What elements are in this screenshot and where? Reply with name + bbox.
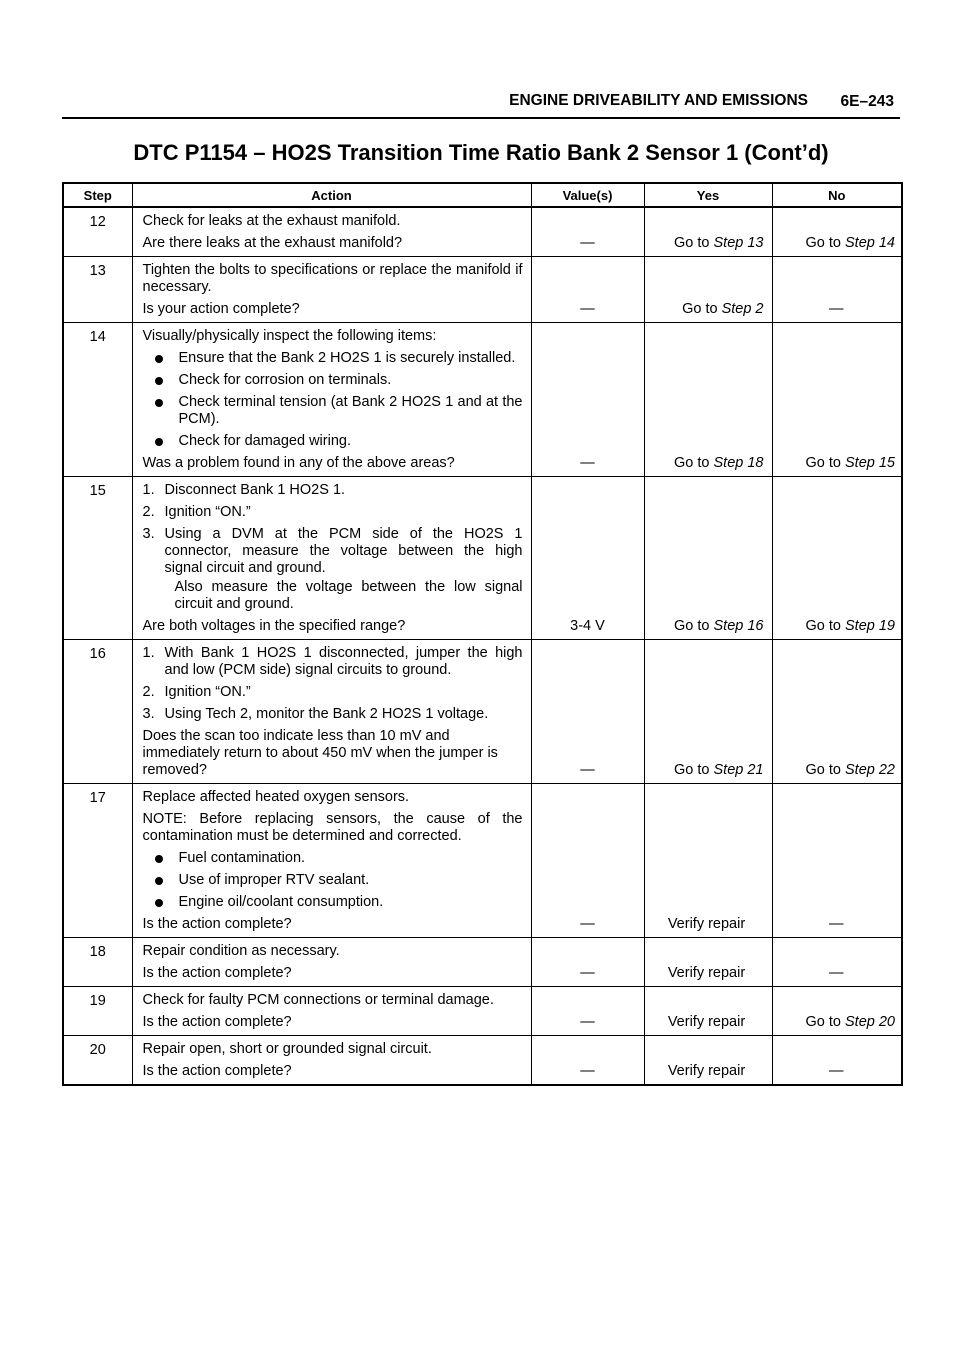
diagnostic-table — [62, 182, 903, 1086]
bullet-icon — [155, 355, 163, 363]
question-text: Is the action complete? — [142, 1063, 292, 1079]
yes-cell — [644, 987, 772, 1036]
value-cell: — — [531, 323, 644, 477]
question-text: Are there leaks at the exhaust manifold? — [142, 235, 403, 251]
bullet-text: Check for damaged wiring. — [178, 433, 351, 449]
yes-text: Verify repair — [667, 1014, 746, 1030]
instruction-text: Repair open, short or grounded signal circuit. — [142, 1041, 432, 1057]
action-cell — [132, 784, 531, 938]
no-cell — [772, 207, 902, 257]
bullet-item — [143, 372, 523, 389]
item-number: 2. — [142, 504, 155, 520]
numbered-item — [143, 504, 523, 521]
yes-text: Verify repair — [667, 916, 746, 932]
yes-step-link[interactable]: Step 2 — [721, 301, 764, 317]
indented-note: Also measure the voltage between the low signal circuit and ground. — [174, 579, 523, 612]
item-text: Using Tech 2, monitor the Bank 2 HO2S 1 voltage. — [164, 706, 489, 722]
instruction-text: Repair condition as necessary. — [142, 943, 340, 959]
bullet-text: Use of improper RTV sealant. — [178, 872, 370, 888]
value-cell: — — [531, 987, 644, 1036]
action-cell — [132, 323, 531, 477]
step-number: 16 — [63, 640, 132, 784]
bullet-text: Fuel contamination. — [178, 850, 306, 866]
question-text: Was a problem found in any of the above areas? — [142, 455, 455, 471]
instruction-text: Tighten the bolts to specifications or replace the manifold if necessary. — [142, 262, 523, 295]
no-step-link[interactable]: Step 14 — [845, 235, 895, 251]
col-header-value: Value(s) — [531, 183, 644, 207]
item-number: 3. — [142, 526, 155, 542]
no-step-link[interactable]: Step 15 — [845, 455, 895, 471]
yes-text: Verify repair — [667, 1063, 746, 1079]
value-cell: 3-4 V — [531, 477, 644, 640]
no-text: Go to — [805, 235, 845, 251]
bullet-item — [143, 433, 523, 450]
numbered-item — [143, 684, 523, 701]
no-cell — [772, 257, 902, 323]
value-cell: — — [531, 784, 644, 938]
item-text: With Bank 1 HO2S 1 disconnected, jumper the high and low (PCM side) signal circuits to ground. — [164, 645, 523, 678]
value-cell: — — [531, 207, 644, 257]
bullet-text: Check terminal tension (at Bank 2 HO2S 1 and at the PCM). — [178, 394, 523, 427]
bullet-icon — [155, 899, 163, 907]
action-cell — [132, 257, 531, 323]
col-header-no: No — [772, 183, 902, 207]
no-text: Go to — [805, 1014, 845, 1030]
bullet-icon — [155, 855, 163, 863]
section-title: ENGINE DRIVEABILITY AND EMISSIONS — [509, 92, 808, 109]
question-text: Is the action complete? — [142, 916, 292, 932]
table-row — [63, 1036, 902, 1086]
page-title: DTC P1154 – HO2S Transition Time Ratio Bank 2 Sensor 1 (Cont’d) — [133, 140, 829, 165]
yes-cell — [644, 1036, 772, 1086]
yes-text: Go to — [674, 762, 714, 778]
no-text: — — [829, 965, 844, 981]
numbered-item — [143, 645, 523, 679]
page-header — [62, 86, 900, 119]
step-number: 19 — [63, 987, 132, 1036]
yes-text: Go to — [674, 618, 714, 634]
action-cell — [132, 477, 531, 640]
no-cell — [772, 987, 902, 1036]
action-cell — [132, 640, 531, 784]
numbered-item — [143, 526, 523, 577]
yes-cell — [644, 784, 772, 938]
col-header-yes: Yes — [644, 183, 772, 207]
yes-cell — [644, 323, 772, 477]
table-row — [63, 938, 902, 987]
table-row — [63, 257, 902, 323]
numbered-item — [143, 482, 523, 499]
step-number: 18 — [63, 938, 132, 987]
value-cell: — — [531, 640, 644, 784]
value-cell: — — [531, 1036, 644, 1086]
item-text: Ignition “ON.” — [164, 504, 251, 520]
bullet-icon — [155, 877, 163, 885]
col-header-step: Step — [63, 183, 132, 207]
table-row — [63, 784, 902, 938]
col-header-action: Action — [132, 183, 531, 207]
yes-step-link[interactable]: Step 16 — [713, 618, 764, 634]
no-text: — — [829, 916, 844, 932]
table-header-row — [63, 183, 902, 207]
bullet-text: Engine oil/coolant consumption. — [178, 894, 384, 910]
no-cell — [772, 1036, 902, 1086]
item-number: 1. — [142, 645, 155, 661]
step-number: 17 — [63, 784, 132, 938]
question-text: Are both voltages in the specified range? — [142, 618, 406, 634]
yes-text: Go to — [674, 455, 714, 471]
page-number: 6E–243 — [840, 93, 894, 110]
yes-step-link[interactable]: Step 21 — [713, 762, 764, 778]
item-text: Disconnect Bank 1 HO2S 1. — [164, 482, 346, 498]
action-cell — [132, 938, 531, 987]
yes-text: Go to — [674, 235, 714, 251]
no-text: Go to — [805, 618, 845, 634]
value-cell: — — [531, 257, 644, 323]
action-cell — [132, 207, 531, 257]
bullet-item — [143, 850, 523, 867]
instruction-text: Replace affected heated oxygen sensors. — [142, 789, 410, 805]
step-number: 12 — [63, 207, 132, 257]
question-text: Does the scan too indicate less than 10 mV and immediately return to about 450 mV when the jumper is removed? — [142, 728, 498, 778]
table-row — [63, 477, 902, 640]
question-text: Is your action complete? — [142, 301, 300, 317]
numbered-item — [143, 706, 523, 723]
step-number: 14 — [63, 323, 132, 477]
item-number: 2. — [142, 684, 155, 700]
no-step-link[interactable]: Step 20 — [845, 1014, 895, 1030]
question-text: Is the action complete? — [142, 1014, 292, 1030]
no-step-link[interactable]: Step 19 — [845, 618, 895, 634]
table-row — [63, 987, 902, 1036]
no-cell — [772, 938, 902, 987]
question-text: Is the action complete? — [142, 965, 292, 981]
bullet-item — [143, 350, 523, 367]
item-text: Ignition “ON.” — [164, 684, 251, 700]
action-cell — [132, 987, 531, 1036]
no-cell — [772, 323, 902, 477]
yes-text: Verify repair — [667, 965, 746, 981]
bullet-icon — [155, 377, 163, 385]
no-cell — [772, 477, 902, 640]
yes-step-link[interactable]: Step 13 — [713, 235, 764, 251]
table-row — [63, 207, 902, 257]
item-number: 1. — [142, 482, 155, 498]
value-cell: — — [531, 938, 644, 987]
action-cell — [132, 1036, 531, 1086]
no-text: Go to — [805, 762, 845, 778]
instruction-text: Check for leaks at the exhaust manifold. — [142, 213, 401, 229]
table-row — [63, 640, 902, 784]
yes-text: Go to — [682, 301, 722, 317]
bullet-icon — [155, 399, 163, 407]
yes-step-link[interactable]: Step 18 — [713, 455, 764, 471]
bullet-text: Check for corrosion on terminals. — [178, 372, 392, 388]
instruction-text: NOTE: Before replacing sensors, the cause of the contamination must be determined and corrected. — [142, 811, 523, 844]
item-number: 3. — [142, 706, 155, 722]
yes-cell — [644, 640, 772, 784]
no-text: Go to — [805, 455, 845, 471]
yes-cell — [644, 257, 772, 323]
no-cell — [772, 784, 902, 938]
no-cell — [772, 640, 902, 784]
bullet-item — [143, 394, 523, 428]
step-number: 20 — [63, 1036, 132, 1086]
instruction-text: Visually/physically inspect the following items: — [142, 328, 437, 344]
no-text: — — [829, 301, 844, 317]
table-body — [63, 207, 902, 1085]
step-number: 15 — [63, 477, 132, 640]
yes-cell — [644, 207, 772, 257]
item-text: Using a DVM at the PCM side of the HO2S 1 connector, measure the voltage between the high signal circuit and ground. — [164, 526, 523, 576]
bullet-item — [143, 894, 523, 911]
no-step-link[interactable]: Step 22 — [845, 762, 895, 778]
instruction-text: Check for faulty PCM connections or terminal damage. — [142, 992, 494, 1008]
no-text: — — [829, 1063, 844, 1079]
step-number: 13 — [63, 257, 132, 323]
bullet-item — [143, 872, 523, 889]
table-row — [63, 323, 902, 477]
bullet-icon — [155, 438, 163, 446]
yes-cell — [644, 938, 772, 987]
yes-cell — [644, 477, 772, 640]
bullet-text: Ensure that the Bank 2 HO2S 1 is securely installed. — [178, 350, 516, 366]
